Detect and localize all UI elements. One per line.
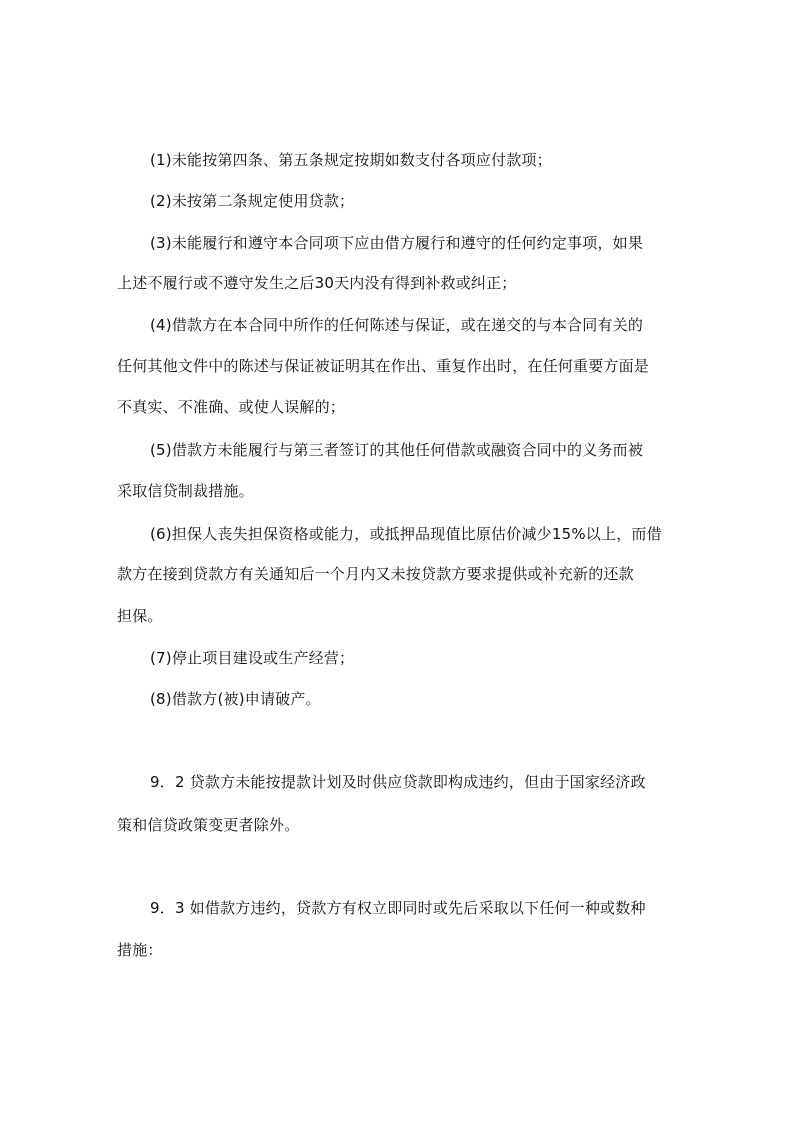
item-6-line-2: 款方在接到贷款方有关通知后一个月内又未按贷款方要求提供或补充新的还款 bbox=[117, 565, 634, 583]
item-5-line-2: 采取信贷制裁措施。 bbox=[117, 482, 254, 500]
item-2-line-1: (2)未按第二条规定使用贷款； bbox=[150, 192, 355, 210]
clause-9-3-line-1: 9．3 如借款方违约，贷款方有权立即同时或先后采取以下任何一种或数种 bbox=[150, 899, 646, 917]
item-4-line-1: (4)借款方在本合同中所作的任何陈述与保证，或在递交的与本合同有关的 bbox=[150, 316, 644, 334]
item-4-line-3: 不真实、不准确、或使人误解的； bbox=[117, 398, 346, 416]
item-6-line-1: (6)担保人丧失担保资格或能力，或抵押品现值比原估价减少15%以上，而借 bbox=[150, 525, 662, 543]
item-4-line-2: 任何其他文件中的陈述与保证被证明其在作出、重复作出时，在任何重要方面是 bbox=[117, 357, 650, 375]
item-6-line-3: 担保。 bbox=[117, 607, 163, 625]
clause-9-3-line-2: 措施： bbox=[117, 941, 163, 959]
item-7-line-1: (7)停止项目建设或生产经营； bbox=[150, 649, 355, 667]
item-5-line-1: (5)借款方未能履行与第三者签订的其他任何借款或融资合同中的义务而被 bbox=[150, 441, 644, 459]
clause-9-2-line-2: 策和信贷政策变更者除外。 bbox=[117, 816, 300, 834]
item-1-line-1: (1)未能按第四条、第五条规定按期如数支付各项应付款项； bbox=[150, 151, 552, 169]
item-3-line-2: 上述不履行或不遵守发生之后30天内没有得到补救或纠正； bbox=[117, 274, 517, 292]
item-8-line-1: (8)借款方(被)申请破产。 bbox=[150, 690, 321, 708]
clause-9-2-line-1: 9．2 贷款方未能按提款计划及时供应贷款即构成违约，但由于国家经济政 bbox=[150, 773, 646, 791]
item-3-line-1: (3)未能履行和遵守本合同项下应由借方履行和遵守的任何约定事项，如果 bbox=[150, 234, 644, 252]
